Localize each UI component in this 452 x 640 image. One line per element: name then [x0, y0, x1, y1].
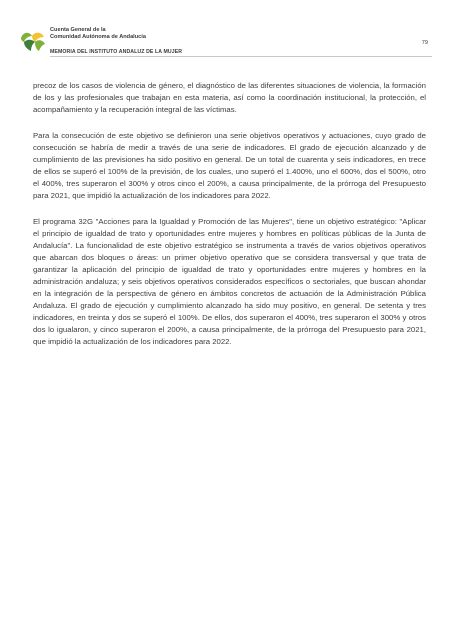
paragraph-1: precoz de los casos de violencia de género, el diagnóstico de las diferentes situaciones de violencia, la formación de los y las profesionales que trabajan en esta materia, así como la coordinación institucional, la protección, el acompañamiento y la recuperación integral de las víctimas. — [33, 81, 426, 114]
header-divider — [50, 56, 432, 57]
paragraph-2: Para la consecución de este objetivo se definieron una serie objetivos operativos y actuaciones, cuyo grado de consecución se habría de medir a través de una serie de indicadores. El grado de ejecución alcanzado y de cumplimiento de las previsiones ha sido positivo en general. De un total de cuarenta y seis indicadores, en trece de ellos se superó el 100% de la previsión, de los cuales, uno superó el 1.400%, uno el 600%, dos el 500%, otro el 400%, tres superaron el 300% y otros cinco el 200%, a causa principalmente, de la prórroga del Presupuesto para 2021, que impidió la actualización de los indicadores para 2022. — [33, 131, 426, 200]
page-number: 79 — [421, 40, 428, 46]
organization-name-line1: Cuenta General de la — [50, 27, 106, 33]
junta-de-andalucia-logo-icon — [19, 28, 47, 52]
body-text — [33, 80, 426, 362]
organization-name-line2: Comunidad Autónoma de Andalucía — [50, 33, 146, 40]
page-header — [0, 0, 452, 62]
paragraph-3: El programa 32G "Acciones para la Igualdad y Promoción de las Mujeres", tiene un objetivo estratégico: "Aplicar el principio de igualdad de trato y oportunidades entre mujeres y hombres en políticas públicas de la Junta de Andalucía". La funcionalidad de este objetivo estratégico se instrumenta a través de varios objetivos operativos que abarcan dos bloques o áreas: un primer objetivo operativo que se considera transversal y que trata de garantizar la aplicación del principio de igualdad de trato y oportunidades entre mujeres y hombres en la administración andaluza; y seis objetivos operativos considerados específicos o sectoriales, que buscan ahondar en la integración de la perspectiva de género en ámbitos concretos de actuación de la Administración Pública Andaluza. El grado de ejecución y cumplimiento alcanzado ha sido muy positivo, en general. De setenta y tres indicadores, en treinta y dos se superó el 100%. De ellos, dos superaron el 400%, tres superaron el 300% y otros dos lo igualaron, y cinco superaron el 200%, a causa principalmente, de la prórroga del Presupuesto para 2021, que impidió la actualización de los indicadores para 2022. — [33, 217, 426, 346]
document-title: MEMORIA DEL INSTITUTO ANDALUZ DE LA MUJER — [50, 49, 183, 55]
organization-name — [50, 27, 146, 41]
